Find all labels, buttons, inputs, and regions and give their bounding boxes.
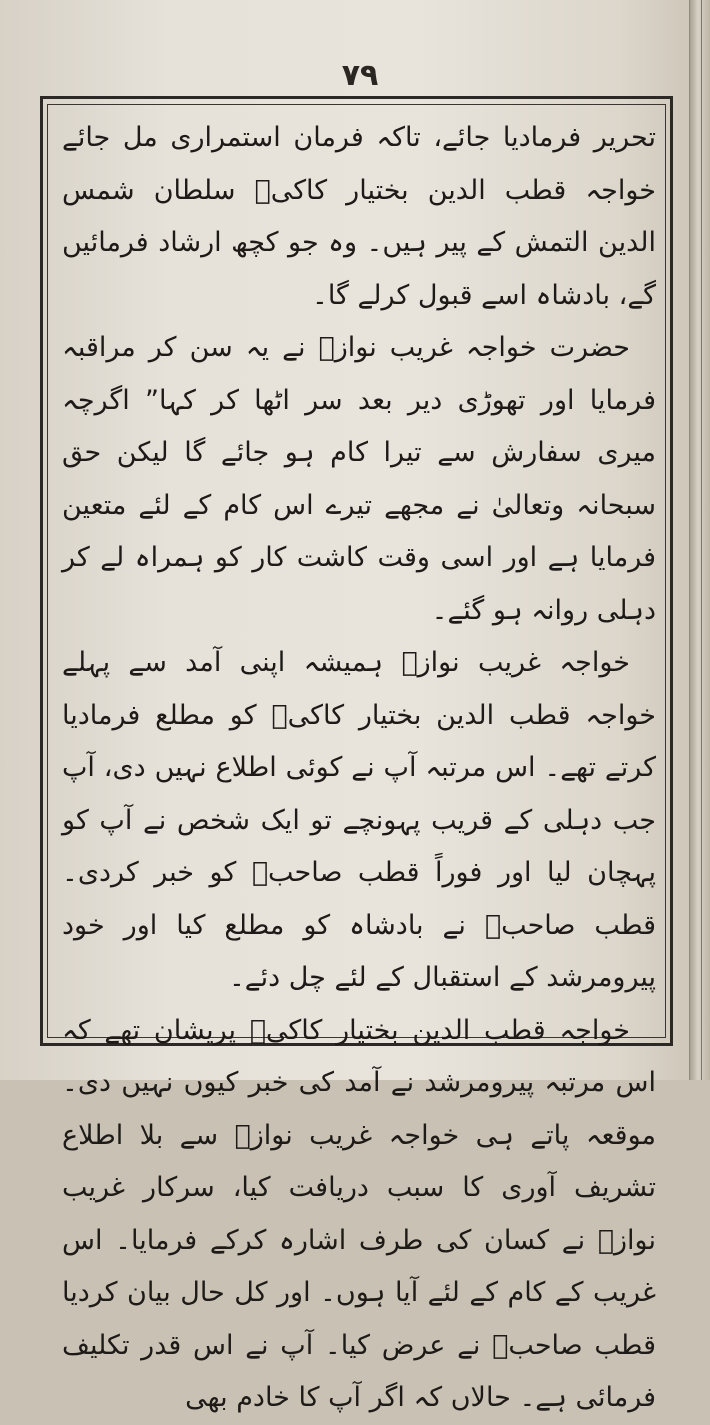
paragraph: تحریر فرمادیا جائے، تاکہ فرمان استمراری مل جائے خواجہ قطب الدین بختیار کاکیؒ سلطان شمس الدین التمش کے پیر ہیں۔ وہ جو کچھ ارشاد فرمائیں گے، بادشاہ اسے قبول کرلے گا۔ xyxy=(62,122,656,311)
paragraph: خواجہ غریب نوازؒ ہمیشہ اپنی آمد سے پہلے خواجہ قطب الدین بختیار کاکیؒ کو مطلع فرمادیا کرتے تھے۔ اس مرتبہ آپ نے کوئی اطلاع نہیں دی، آپ جب دہلی کے قریب پہونچے تو ایک شخص نے آپ کو پہچان لیا اور فوراً قطب صاحبؒ کو خبر کردی۔ قطب صاحبؒ نے بادشاہ کو مطلع کیا اور خود پیرومرشد کے استقبال کے لئے چل دئے۔ xyxy=(62,647,656,993)
body-text xyxy=(62,112,656,1425)
gutter-line xyxy=(701,0,702,1080)
book-gutter xyxy=(689,0,710,1080)
paragraph: خواجہ قطب الدین بختیار کاکیؒ پریشان تھے کہ اس مرتبہ پیرومرشد نے آمد کی خبر کیوں نہیں دی۔ موقعہ پاتے ہی خواجہ غریب نوازؒ سے بلا اطلاع تشریف آوری کا سبب دریافت کیا، سرکار غریب نوازؒ نے کسان کی طرف اشارہ کرکے فرمایا۔ اس غریب کے کام کے لئے آیا ہوں۔ اور کل حال بیان کردیا قطب صاحبؒ نے عرض کیا۔ آپ نے اس قدر تکلیف فرمائی ہے۔ حالاں کہ اگر آپ کا خادم بھی xyxy=(62,1014,656,1413)
paragraph: حضرت خواجہ غریب نوازؒ نے یہ سن کر مراقبہ فرمایا اور تھوڑی دیر بعد سر اٹھا کر کہا” اگرچہ میری سفارش سے تیرا کام ہو جائے گا لیکن حق سبحانہ وتعالیٰ نے مجھے تیرے اس کام کے لئے متعین فرمایا ہے اور اسی وقت کاشت کار کو ہمراہ لے کر دہلی روانہ ہو گئے۔ xyxy=(62,332,656,626)
page-number: ۷۹ xyxy=(341,58,379,93)
